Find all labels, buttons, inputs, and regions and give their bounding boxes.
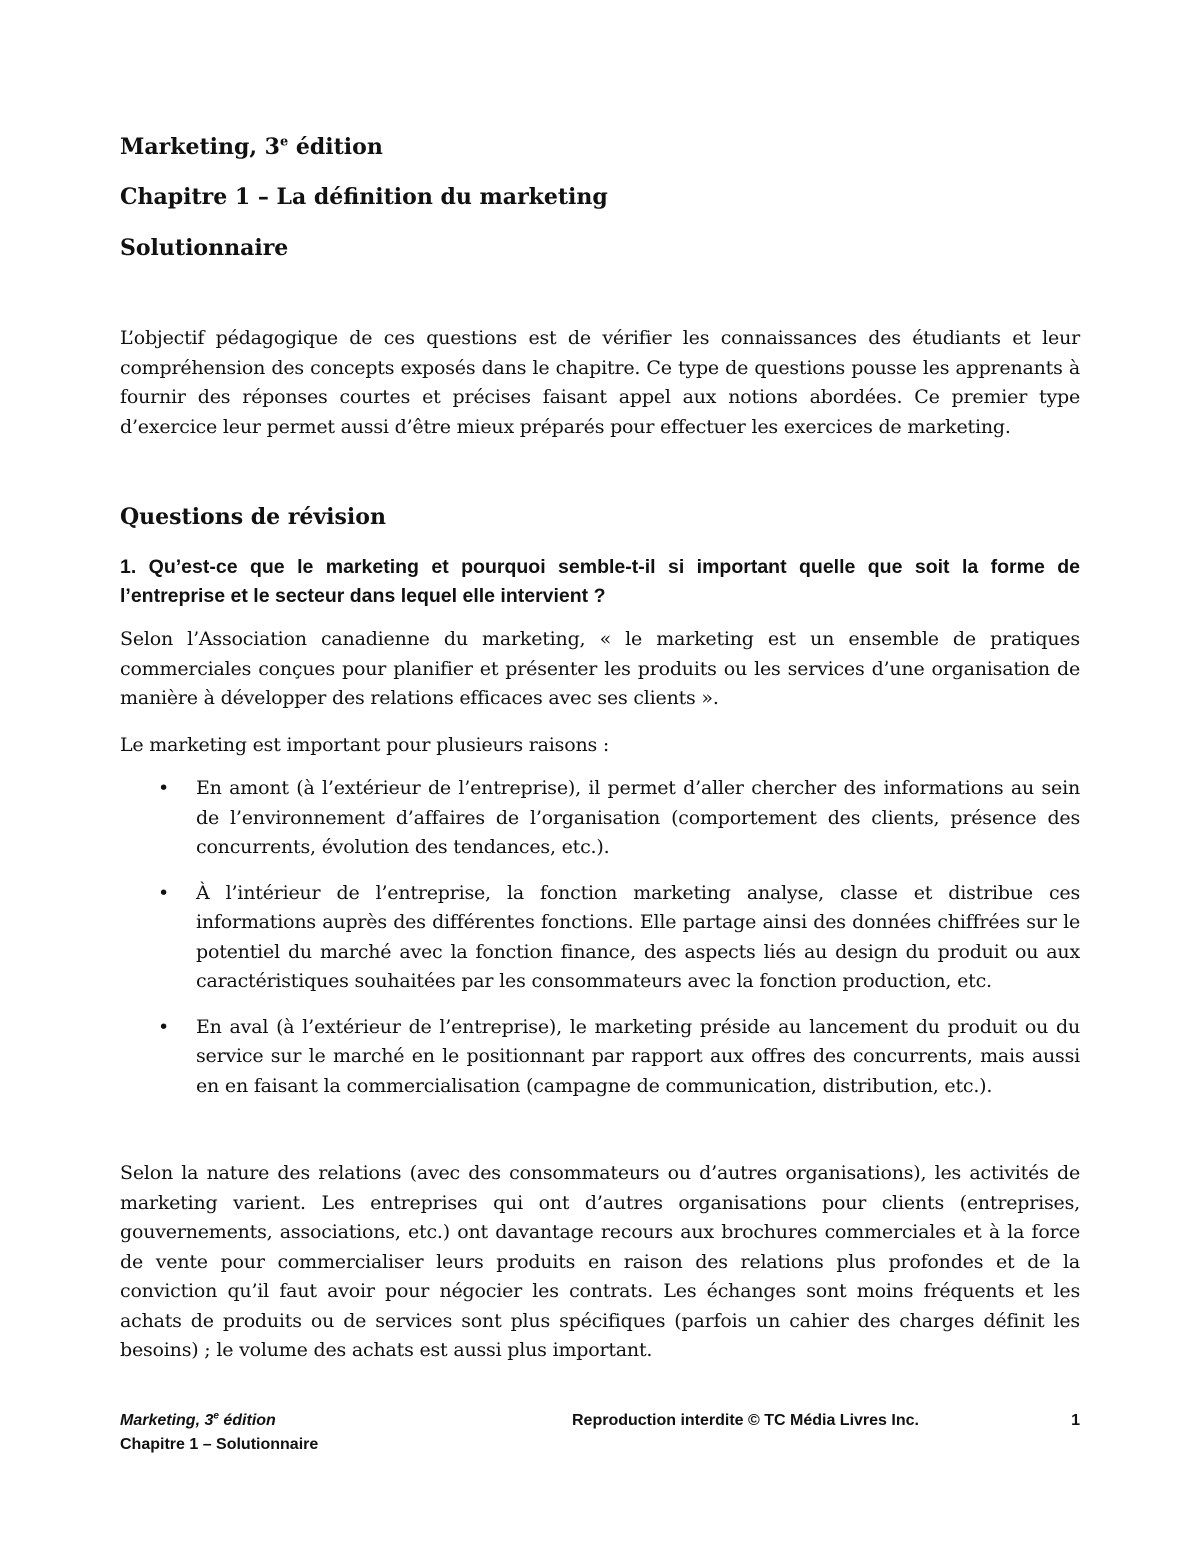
- list-item: [120, 1013, 1080, 1102]
- bullet-dot: •: [158, 777, 170, 799]
- answer-paragraph-1: Selon l’Association canadienne du marketing, « le marketing est un ensemble de pratiques commerciales conçues pour planifier et présenter les produits ou les services d’une organisation de manière à développer des relations efficaces avec ses clients ».: [120, 628, 1080, 709]
- book-title: [120, 134, 383, 160]
- intro-paragraph: L’objectif pédagogique de ces questions est de vérifier les connaissances des étudiants et leur compréhension des concepts exposés dans le chapitre. Ce type de questions pousse les apprenants à fournir des réponses courtes et précises faisant appel aux notions abordées. Ce premier type d’exercice leur permet aussi d’être mieux préparés pour effectuer les exercices de marketing.: [120, 327, 1080, 438]
- page-number: 1: [1071, 1412, 1080, 1429]
- footer-edition-superscript: e: [213, 1410, 219, 1422]
- bullet-dot: •: [158, 1015, 170, 1038]
- list-item-text: En amont (à l’extérieur de l’entreprise), il permet d’aller chercher des informations au sein de l’environnement d’affaires de l’organisation (comportement des clients, présence des concurrents, évolution des tendances, etc.).: [196, 777, 1080, 858]
- list-item: [120, 774, 1080, 863]
- footer-copyright: Reproduction interdite © TC Média Livres Inc.: [572, 1412, 919, 1429]
- book-title-text: Marketing, 3: [120, 134, 280, 160]
- chapter-title: Chapitre 1 – La définition du marketing: [120, 184, 608, 210]
- edition-word: édition: [288, 134, 383, 160]
- list-item: [120, 879, 1080, 997]
- answer-paragraph-2: Le marketing est important pour plusieurs raisons :: [120, 734, 610, 756]
- bullet-list: [120, 774, 1080, 1101]
- footer-edition-word: édition: [218, 1412, 276, 1429]
- section-title: Questions de révision: [120, 504, 386, 530]
- footer-book-title: [120, 1412, 276, 1430]
- answer-paragraph-3: Selon la nature des relations (avec des consommateurs ou d’autres organisations), les activités de marketing varient. Les entreprises qui ont d’autres organisations pour clients (entreprises, gouvernements, associations, etc.) ont davantage recours aux brochures commerciales et à la force de vente pour commercialiser leurs produits en raison des relations plus profondes et de la conviction qu’il faut avoir pour négocier les contrats. Les échanges sont moins fréquents et les achats de produits ou de services sont plus spécifiques (parfois un cahier des charges définit les besoins) ; le volume des achats est aussi plus important.: [120, 1162, 1080, 1361]
- list-item-text: En aval (à l’extérieur de l’entreprise), le marketing préside au lancement du produit ou du service sur le marché en le positionnant par rapport aux offres des concurrents, mais aussi en en faisant la commercialisation (campagne de communication, distribution, etc.).: [196, 1015, 1080, 1097]
- question-1: 1. Qu’est-ce que le marketing et pourquoi semble-t-il si important quelle que soit la forme de l’entreprise et le secteur dans lequel elle intervient ?: [120, 556, 1080, 607]
- footer-title-text: Marketing, 3: [120, 1412, 214, 1429]
- bullet-dot: •: [158, 881, 170, 904]
- doc-type-title: Solutionnaire: [120, 235, 289, 261]
- footer-chapter: Chapitre 1 – Solutionnaire: [120, 1436, 319, 1453]
- list-item-text: À l’intérieur de l’entreprise, la fonction marketing analyse, classe et distribue ces informations auprès des différentes fonctions. Elle partage ainsi des données chiffrées sur le potentiel du marché avec la fonction finance, des aspects liés au design du produit ou aux caractéristiques souhaitées par les consommateurs avec la fonction production, etc.: [196, 881, 1080, 992]
- edition-superscript: e: [279, 134, 289, 150]
